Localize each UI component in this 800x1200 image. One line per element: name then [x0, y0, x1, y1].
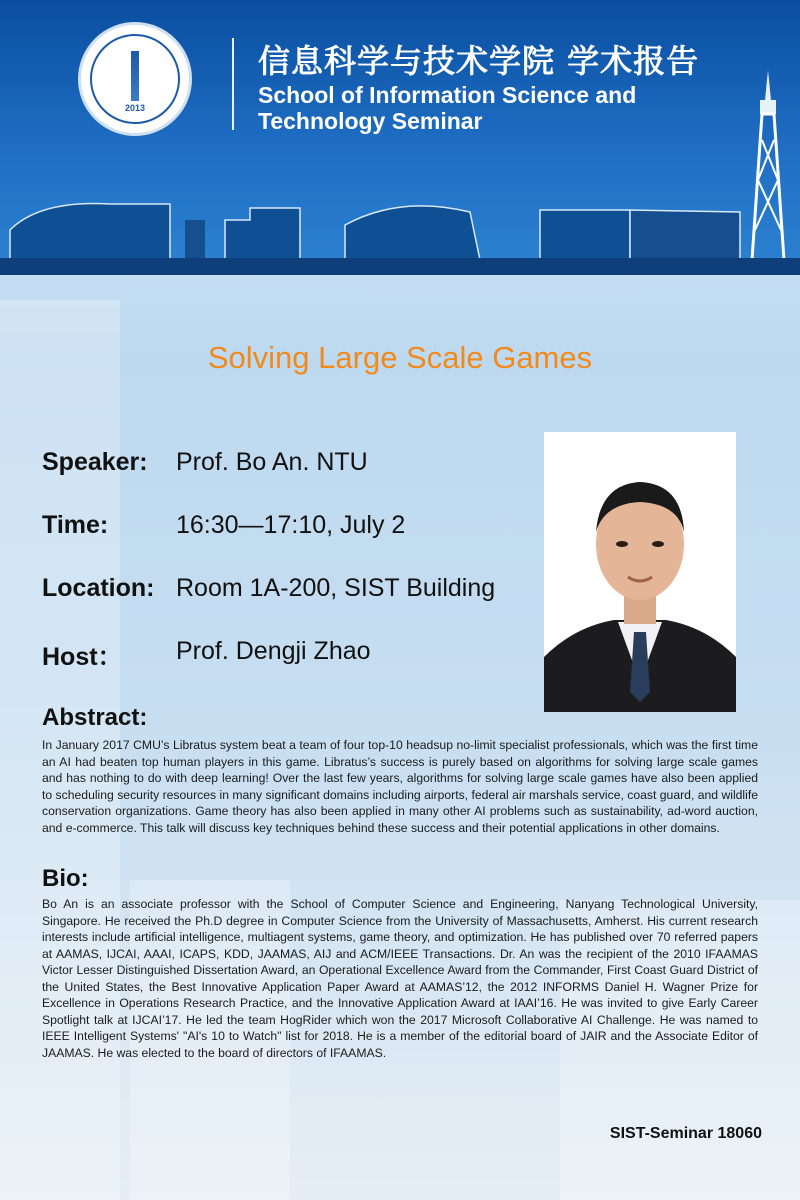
header-title-en	[258, 82, 636, 134]
header-title-cn: 信息科学与技术学院 学术报告	[258, 42, 700, 80]
logo-tower-icon	[131, 51, 139, 101]
speaker-portrait-icon	[544, 432, 736, 712]
header-title-en-line2: Technology Seminar	[258, 108, 483, 134]
header-bottom-strip	[0, 258, 800, 275]
university-logo	[78, 22, 192, 136]
location-label: Location:	[42, 574, 155, 602]
speaker-label: Speaker:	[42, 448, 148, 476]
host-label: Host：	[42, 643, 123, 671]
talk-title: Solving Large Scale Games	[207, 340, 593, 375]
header-divider	[232, 38, 234, 130]
seminar-code: SIST-Seminar 18060	[609, 1125, 762, 1142]
time-value: 16:30—17:10, July 2	[176, 511, 406, 539]
speaker-value: Prof. Bo An. NTU	[176, 448, 368, 476]
location-value: Room 1A-200, SIST Building	[176, 574, 496, 602]
speaker-photo	[544, 432, 736, 712]
header-title-en-line1: School of Information Science and	[258, 82, 637, 108]
poster-header	[0, 0, 800, 275]
logo-year: 2013	[124, 103, 146, 113]
time-label: Time:	[42, 511, 109, 539]
host-value: Prof. Dengji Zhao	[176, 637, 371, 665]
bio-text: Bo An is an associate professor with the School of Computer Science and Engineering, Nanyang Technological University, Singapore. He received the Ph.D degree in Computer Science from the University of Massachusetts, Amherst. His current research interests include artificial intelligence, multiagent systems, game theory, and optimization. He has published over 70 referred papers at AAMAS, IJCAI, AAAI, ICAPS, KDD, JAAMAS, AIJ and ACM/IEEE Transactions. Dr. An was the recipient of the 2010 IFAAMAS Victor Lesser Distinguished Dissertation Award, an Operational Excellence Award from the Commander, First Coast Guard District of the United States, the Best Innovative Application Paper Award at AAMAS’12, the 2012 INFORMS Daniel H. Wagner Prize for Excellence in Operations Research Practice, and the Innovative Application Award at IAAI’16. He was invited to give Early Career Spotlight talk at IJCAI’17. He led the team HogRider which won the 2017 Microsoft Collaborative AI Challenge. He was named to IEEE Intelligent Systems' "AI's 10 to Watch" list for 2018. He is a member of the editorial board of JAIR and the Associate Editor of JAAMAS. He was elected to the board of directors of IFAAMAS.	[42, 897, 758, 1060]
abstract-heading: Abstract:	[42, 704, 148, 731]
bio-heading: Bio:	[42, 865, 89, 892]
abstract-text: In January 2017 CMU’s Libratus system beat a team of four top-10 headsup no-limit specialist professionals, which was the first time an AI had beaten top human players in this game. Libratus’s success is purely based on algorithms for solving large scale games and has nothing to do with deep learning! Over the last few years, algorithms for solving large scale games have also been applied to scheduling security resources in many significant domains including airports, federal air marshals service, coast guard, and wildlife conservation organizations. Game theory has also been applied in many other AI problems such as sustainability, ad-word auction, and e-commerce. This talk will discuss key techniques behind these success and their potential applications in other domains.	[42, 738, 759, 835]
